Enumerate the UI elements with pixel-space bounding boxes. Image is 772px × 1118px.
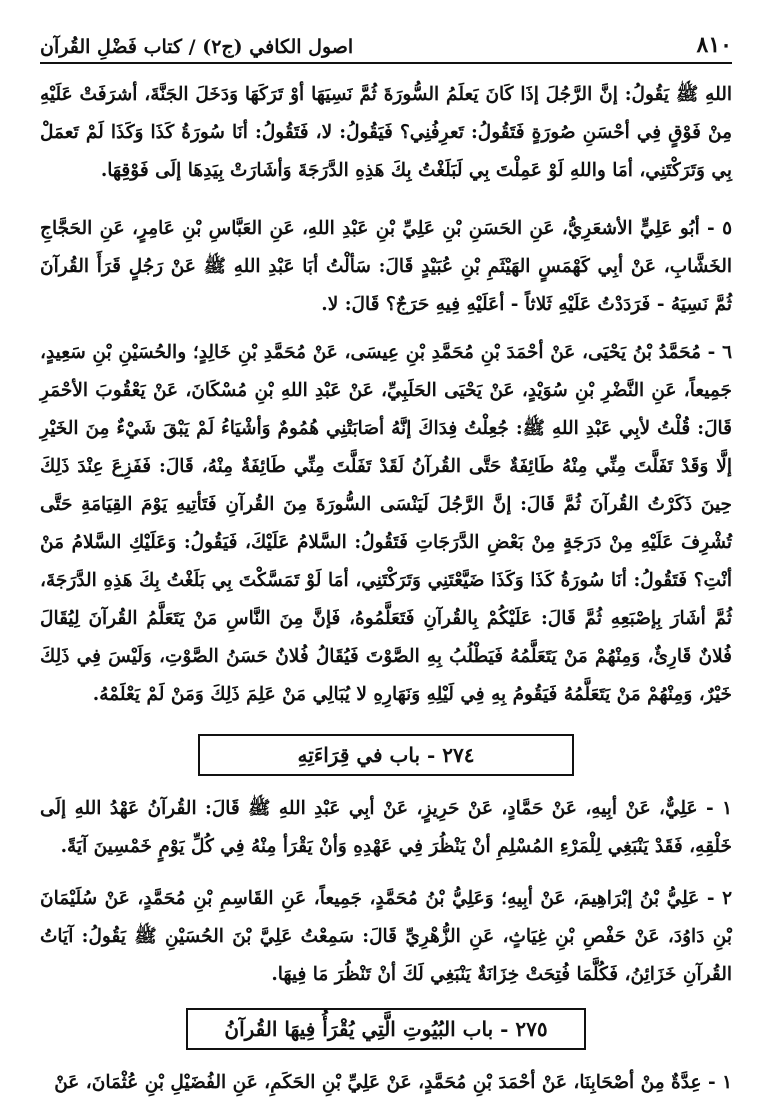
chapter-heading-274 (198, 734, 574, 776)
page-number: ٨١٠ (696, 32, 732, 58)
chapter-heading-275 (186, 1008, 586, 1050)
hadith-paragraph: ١ - عَلِيٌّ، عَنْ أبِيهِ، عَنْ حَمَّادٍ، عَنْ حَرِيزٍ، عَنْ أبِي عَبْدِ اللهِ ﷺ قَالَ: القُرآنُ عَهْدُ اللهِ إلَى خَلْقِهِ، فَقَدْ يَنْبَغِي لِلْمَرْءِ المُسْلِمِ أنْ يَنْظُرَ فِي عَهْدِهِ وَأنْ يَقْرَأ مِنْهُ فِي كُلِّ يَوْمٍ خَمْسِينَ آيَةً. (40, 798, 732, 857)
hadith-paragraph: اللهِ ﷺ يَقُولُ: إنَّ الرَّجُلَ إذَا كَانَ يَعلَمُ السُّورَةَ ثُمَّ نَسِيَهَا أوْ تَرَكَهَا وَدَخَلَ الجَنَّةَ، أشرَفَتْ عَلَيْهِ مِنْ فَوْقٍ فِي أحْسَنِ صُورَةٍ فَتَقُولُ: تَعرِفُنِي؟ فَيَقُولُ: لا، فَتَقُولُ: أنَا سُورَةُ كَذَا وَكَذَا لَمْ تَعمَلْ بِي وَتَرَكْتَنِي، أمَا واللهِ لَوْ عَمِلْتَ بِي لَبَلَغْتُ بِكَ هَذِهِ الدَّرَجَةَ وَأشَارَتْ بِيَدِهَا إلَى فَوْقِهَا. (40, 84, 732, 181)
chapter-heading-text: ٢٧٥ - باب البُيُوتِ الَّتِي يُقْرَأُ فِيهَا القُرآنُ (224, 1017, 548, 1041)
hadith-paragraph: ٢ - عَلِيُّ بْنُ إبْرَاهِيمَ، عَنْ أبِيهِ؛ وَعَلِيُّ بْنُ مُحَمَّدٍ، جَمِيعاً، عَنِ القَاسِمِ بْنِ مُحَمَّدٍ، عَنْ سُلَيْمَانَ بْنِ دَاوُدَ، عَنْ حَفْصِ بْنِ غِيَاثٍ، عَنِ الزُّهْرِيِّ قَالَ: سَمِعْتُ عَلِيَّ بْنَ الحُسَيْنِ ﷺ يَقُولُ: آيَاتُ القُرآنِ خَزَائِنُ، فَكُلَّمَا فُتِحَتْ خِزَانَةٌ يَنْبَغِي لَكَ أنْ تَنْظُرَ مَا فِيهَا. (40, 888, 732, 985)
hadith-paragraph: ٦ - مُحَمَّدُ بْنُ يَحْيَى، عَنْ أحْمَدَ بْنِ مُحَمَّدِ بْنِ عِيسَى، عَنْ مُحَمَّدِ بْنِ خَالِدٍ؛ والحُسَيْنِ بْنِ سَعِيدٍ، جَمِيعاً، عَنِ النَّضْرِ بْنِ سُوَيْدٍ، عَنْ يَحْيَى الحَلَبِيِّ، عَنْ عَبْدِ اللهِ بْنِ مُسْكَانَ، عَنْ يَعْقُوبَ الأحْمَرِ قَالَ: قُلْتُ لأبِي عَبْدِ اللهِ ﷺ: جُعِلْتُ فِدَاكَ إنَّهُ أصَابَتْنِي هُمُومٌ وَأشْيَاءُ لَمْ يَبْقَ شَيْءٌ مِنَ الخَيْرِ إلَّا وَقَدْ تَفَلَّتَ مِنِّي مِنْهُ طَائِفَةٌ حَتَّى القُرآنُ لَقَدْ تَفَلَّتَ مِنِّي طَائِفَةٌ مِنْهُ، قَالَ: فَفَزِعَ عِنْدَ ذَلِكَ حِينَ ذَكَرْتُ القُرآنَ ثُمَّ قَالَ: إنَّ الرَّجُلَ لَيَنْسَى السُّورَةَ مِنَ القُرآنِ فَتَأتِيهِ يَوْمَ القِيَامَةِ حَتَّى تُشْرِفَ عَلَيْهِ مِنْ دَرَجَةٍ مِنْ بَعْضِ الدَّرَجَاتِ فَتَقُولُ: السَّلامُ عَلَيْكَ، فَيَقُولُ: وَعَلَيْكِ السَّلامُ مَنْ أنْتِ؟ فَتَقُولُ: أنَا سُورَةُ كَذَا وَكَذَا ضَيَّعْتَنِي وَتَرَكْتَنِي، أمَا لَوْ تَمَسَّكْتَ بِي بَلَغْتُ بِكَ هَذِهِ الدَّرَجَةَ، ثُمَّ أشَارَ بِإصْبَعِهِ ثُمَّ قَالَ: عَلَيْكُمْ بِالقُرآنِ فَتَعَلَّمُوهُ، فَإنَّ مِنَ النَّاسِ مَنْ يَتَعَلَّمُ القُرآنَ لِيُقَالَ فُلانٌ قَارِئٌ، وَمِنْهُمْ مَنْ يَتَعَلَّمُهُ فَيَطْلُبُ بِهِ الصَّوْتَ فَيُقَالُ فُلانٌ حَسَنُ الصَّوْتِ، وَلَيْسَ فِي ذَلِكَ خَيْرٌ، وَمِنْهُمْ مَنْ يَتَعَلَّمُهُ فَيَقُومُ بِهِ فِي لَيْلِهِ وَنَهَارِهِ لا يُبَالِي مَنْ عَلِمَ ذَلِكَ وَمَنْ لَمْ يَعْلَمْهُ. (40, 342, 732, 705)
hadith-paragraph: ١ - عِدَّةٌ مِنْ أصْحَابِنَا، عَنْ أحْمَدَ بْنِ مُحَمَّدٍ، عَنْ عَلِيِّ بْنِ الحَكَمِ، عَنِ الفُضَيْلِ بْنِ عُثْمَانَ، عَنْ (54, 1072, 732, 1093)
header-divider (40, 62, 732, 64)
hadith-paragraph: ٥ - أبُو عَلِيٍّ الأشعَرِيُّ، عَنِ الحَسَنِ بْنِ عَلِيِّ بْنِ عَبْدِ اللهِ، عَنِ العَبَّاسِ بْنِ عَامِرٍ، عَنِ الحَجَّاجِ الخَشَّابِ، عَنْ أبِي كَهْمَسٍ الهَيْثَمِ بْنِ عُبَيْدٍ قَالَ: سَألْتُ أبَا عَبْدِ اللهِ ﷺ عَنْ رَجُلٍ قَرَأَ القُرآنَ ثُمَّ نَسِيَهُ - فَرَدَدْتُ عَلَيْهِ ثَلاثاً - أعَلَيْهِ فِيهِ حَرَجٌ؟ قَالَ: لا. (40, 218, 732, 315)
chapter-heading-text: ٢٧٤ - باب في قِرَاءَتِهِ (297, 743, 475, 767)
running-title: اصول الكافي (ج٢) / كتاب فَضْلِ القُرآن (40, 36, 354, 58)
page-header (40, 26, 732, 58)
